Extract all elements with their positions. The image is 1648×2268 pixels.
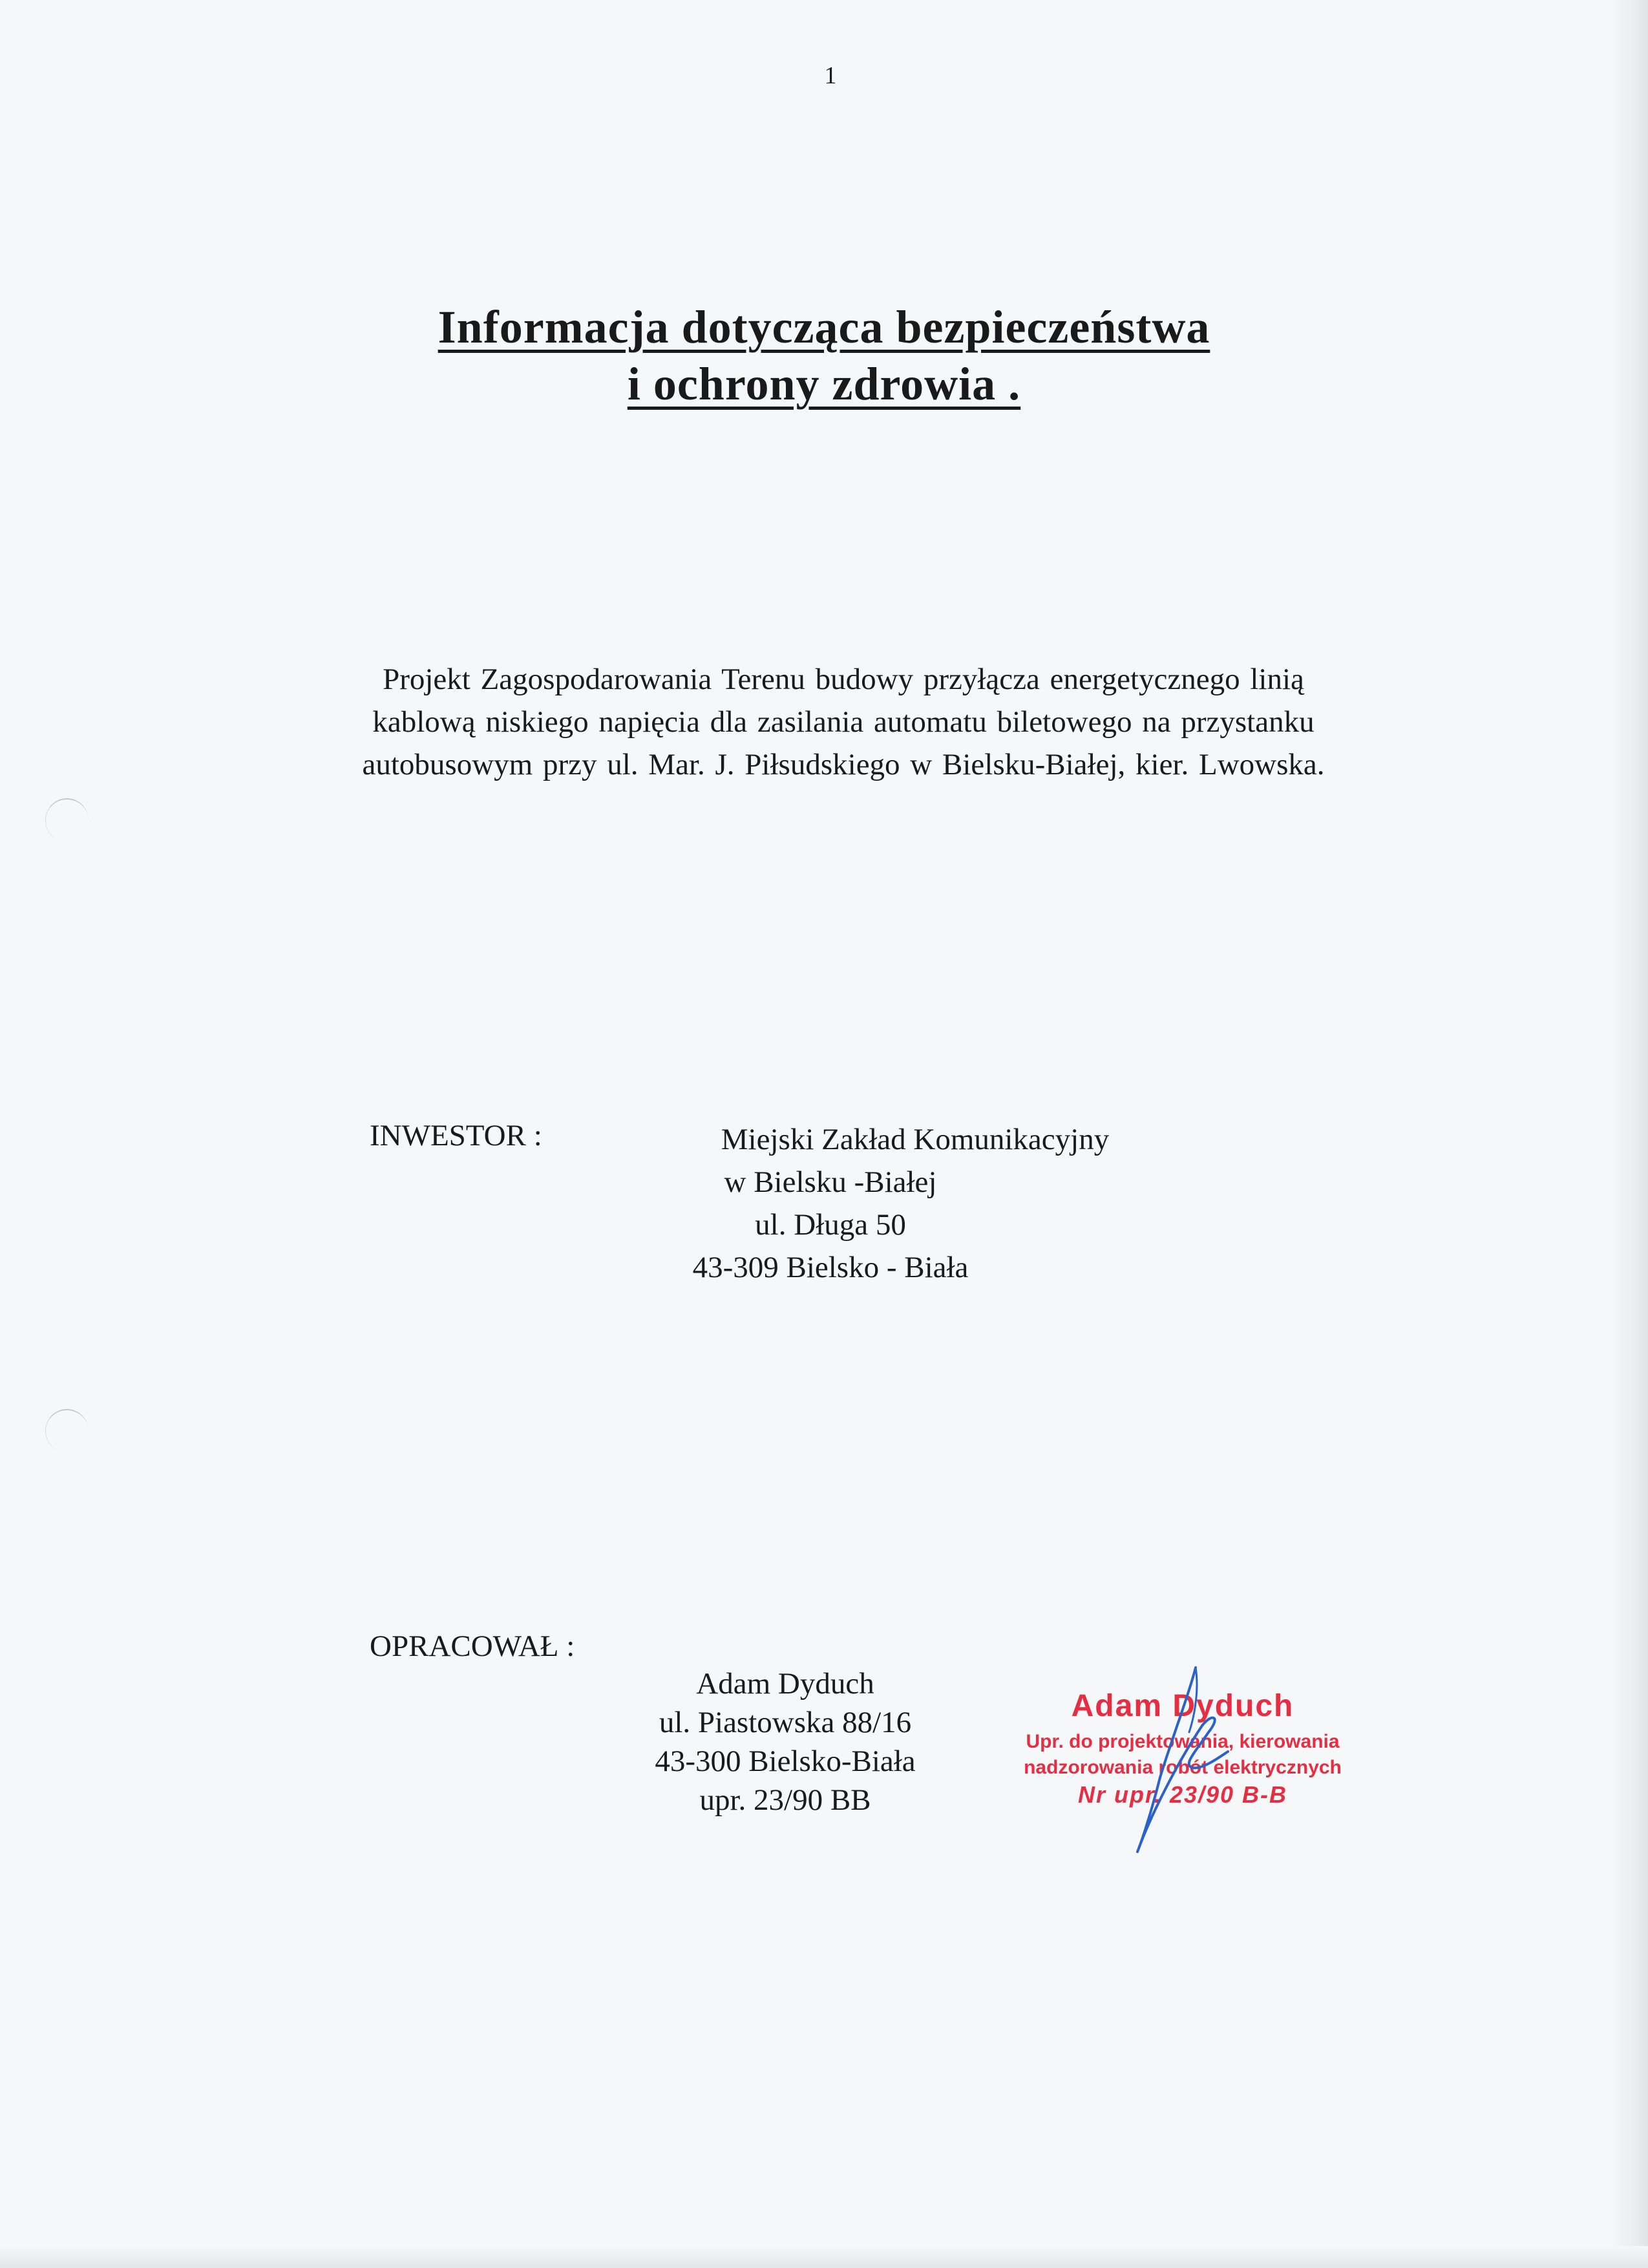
inwestor-name: Miejski Zakład Komunikacyjny <box>721 1123 1110 1156</box>
title-line-2: i ochrony zdrowia . <box>627 358 1021 410</box>
author-name: Adam Dyduch <box>696 1667 874 1701</box>
punch-hole <box>45 1409 89 1453</box>
handwritten-signature <box>1099 1655 1267 1861</box>
stamp-line-2: nadzorowania robót elektrycznych <box>1024 1757 1342 1778</box>
project-line-1: Projekt Zagospodarowania Terenu budowy przyłącza energetycznego linią <box>383 662 1304 696</box>
author-postal: 43-300 Bielsko-Biała <box>655 1744 916 1778</box>
stamp-name: Adam Dyduch <box>1071 1689 1294 1723</box>
stamp-number: Nr upr. 23/90 B-B <box>1077 1781 1288 1808</box>
inwestor-street: ul. Długa 50 <box>755 1208 906 1242</box>
inwestor-city: w Bielsku -Białej <box>724 1165 937 1199</box>
project-line-2: kablową niskiego napięcia dla zasilania automatu biletowego na przystanku <box>372 705 1315 739</box>
document-title <box>0 299 1648 412</box>
title-line-1: Informacja dotycząca bezpieczeństwa <box>438 301 1210 353</box>
inwestor-postal: 43-309 Bielsko - Biała <box>692 1251 969 1284</box>
project-line-3: autobusowym przy ul. Mar. J. Piłsudskiego w Bielsku-Białej, kier. Lwowska. <box>362 748 1325 781</box>
opracowal-label: OPRACOWAŁ : <box>370 1629 575 1663</box>
punch-hole <box>45 798 89 842</box>
inwestor-label: INWESTOR : <box>370 1119 542 1152</box>
stamp-line-1: Upr. do projektowania, kierowania <box>1026 1731 1340 1752</box>
project-description <box>271 658 1415 786</box>
inwestor-address <box>0 1118 1648 1289</box>
author-license: upr. 23/90 BB <box>699 1783 871 1817</box>
scan-edge-bottom <box>0 2246 1648 2268</box>
page-number: 1 <box>824 62 837 89</box>
author-street: ul. Piastowska 88/16 <box>659 1706 912 1739</box>
author-address <box>646 1664 924 1819</box>
